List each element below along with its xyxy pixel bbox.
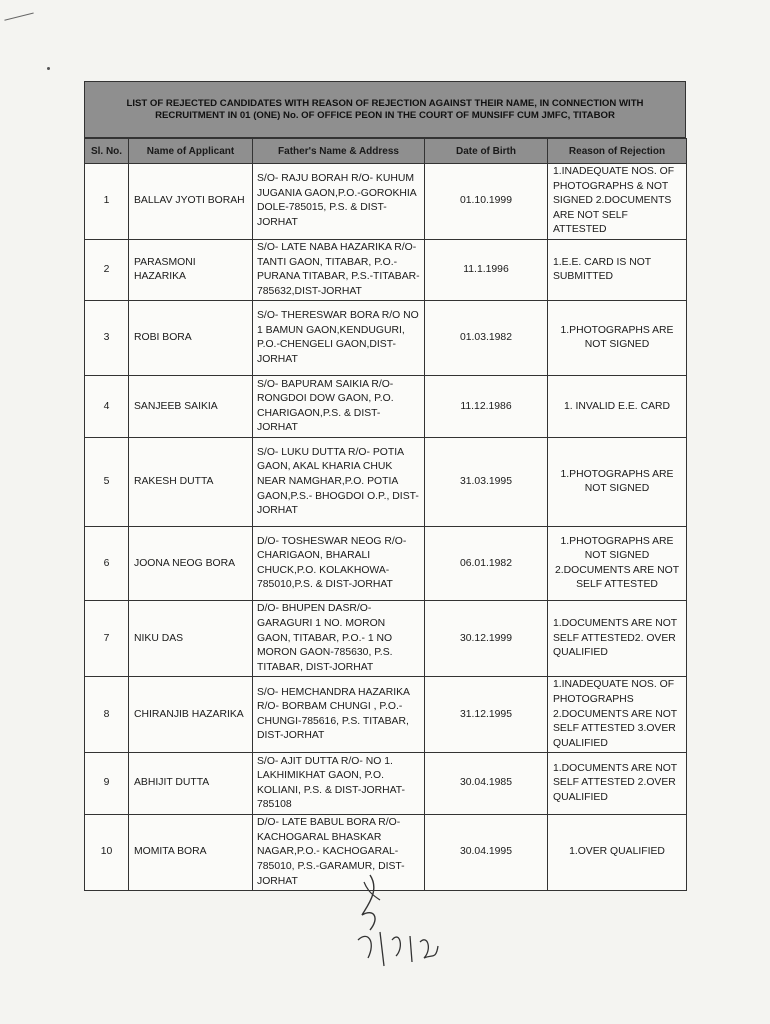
father-name-address: S/O- RAJU BORAH R/O- KUHUM JUGANIA GAON,P.O.-GOROKHIA DOLE-785015, P.S. & DIST-JORHAT <box>253 164 425 240</box>
date-of-birth: 01.03.1982 <box>425 301 548 376</box>
father-name-address: S/O- THERESWAR BORA R/O NO 1 BAMUN GAON,KENDUGURI, P.O.-CHENGELI GAON,DIST-JORHAT <box>253 301 425 376</box>
rejection-reason: 1.INADEQUATE NOS. OF PHOTOGRAPHS & NOT SIGNED 2.DOCUMENTS ARE NOT SELF ATTESTED <box>548 164 687 240</box>
table-row <box>85 376 687 438</box>
applicant-name: BALLAV JYOTI BORAH <box>129 164 253 240</box>
date-of-birth: 31.12.1995 <box>425 677 548 753</box>
serial-number: 5 <box>85 438 129 527</box>
father-name-address: S/O- BAPURAM SAIKIA R/O- RONGDOI DOW GAON, P.O. CHARIGAON,P.S. & DIST-JORHAT <box>253 376 425 438</box>
father-name-address: D/O- TOSHESWAR NEOG R/O- CHARIGAON, BHARALI CHUCK,P.O. KOLAKHOWA-785010,P.S. & DIST-JORHAT <box>253 527 425 601</box>
serial-number: 3 <box>85 301 129 376</box>
serial-number: 9 <box>85 753 129 815</box>
column-header: Father's Name & Address <box>253 139 425 164</box>
date-of-birth: 30.04.1995 <box>425 815 548 891</box>
table-row <box>85 301 687 376</box>
applicant-name: ABHIJIT DUTTA <box>129 753 253 815</box>
table-row <box>85 677 687 753</box>
rejection-table-container <box>84 81 686 891</box>
table-row <box>85 239 687 300</box>
scan-speck <box>4 13 35 29</box>
father-name-address: D/O- BHUPEN DASR/O-GARAGURI 1 NO. MORON GAON, TITABAR, P.O.- 1 NO MORON GAON-785630, P.S. TITABAR, DIST-JORHAT <box>253 601 425 677</box>
serial-number: 6 <box>85 527 129 601</box>
applicant-name: ROBI BORA <box>129 301 253 376</box>
serial-number: 4 <box>85 376 129 438</box>
table-row <box>85 438 687 527</box>
rejection-reason: 1. INVALID E.E. CARD <box>548 376 687 438</box>
document-title: LIST OF REJECTED CANDIDATES WITH REASON OF REJECTION AGAINST THEIR NAME, IN CONNECTION WITH RECRUITMENT IN 01 (ONE) No. OF OFFICE PEON IN THE COURT OF MUNSIFF CUM JMFC, TITABOR <box>84 81 686 138</box>
column-header: Name of Applicant <box>129 139 253 164</box>
table-header-row <box>85 139 687 164</box>
column-header: Reason of Rejection <box>548 139 687 164</box>
serial-number: 10 <box>85 815 129 891</box>
date-of-birth: 30.12.1999 <box>425 601 548 677</box>
table-row <box>85 164 687 240</box>
rejection-table <box>84 138 687 891</box>
table-row <box>85 527 687 601</box>
table-row <box>85 753 687 815</box>
column-header: Date of Birth <box>425 139 548 164</box>
father-name-address: S/O- AJIT DUTTA R/O- NO 1. LAKHIMIKHAT GAON, P.O. KOLIANI, P.S. & DIST-JORHAT-785108 <box>253 753 425 815</box>
rejection-reason: 1.OVER QUALIFIED <box>548 815 687 891</box>
table-row <box>85 601 687 677</box>
rejection-reason: 1.DOCUMENTS ARE NOT SELF ATTESTED2. OVER QUALIFIED <box>548 601 687 677</box>
rejection-reason: 1.E.E. CARD IS NOT SUBMITTED <box>548 239 687 300</box>
date-of-birth: 30.04.1985 <box>425 753 548 815</box>
serial-number: 1 <box>85 164 129 240</box>
applicant-name: JOONA NEOG BORA <box>129 527 253 601</box>
applicant-name: MOMITA BORA <box>129 815 253 891</box>
date-of-birth: 06.01.1982 <box>425 527 548 601</box>
applicant-name: RAKESH DUTTA <box>129 438 253 527</box>
father-name-address: S/O- LUKU DUTTA R/O- POTIA GAON, AKAL KHARIA CHUK NEAR NAMGHAR,P.O. POTIA GAON,P.S.- BHOGDOI O.P., DIST-JORHAT <box>253 438 425 527</box>
date-of-birth: 01.10.1999 <box>425 164 548 240</box>
serial-number: 7 <box>85 601 129 677</box>
signature <box>340 870 460 985</box>
date-of-birth: 11.1.1996 <box>425 239 548 300</box>
scan-speck <box>47 67 50 70</box>
column-header: Sl. No. <box>85 139 129 164</box>
father-name-address: S/O- HEMCHANDRA HAZARIKA R/O- BORBAM CHUNGI , P.O.-CHUNGI-785616, P.S. TITABAR, DIST-JORHAT <box>253 677 425 753</box>
rejection-reason: 1.INADEQUATE NOS. OF PHOTOGRAPHS 2.DOCUMENTS ARE NOT SELF ATTESTED 3.OVER QUALIFIED <box>548 677 687 753</box>
rejection-reason: 1.DOCUMENTS ARE NOT SELF ATTESTED 2.OVER QUALIFIED <box>548 753 687 815</box>
father-name-address: S/O- LATE NABA HAZARIKA R/O-TANTI GAON, TITABAR, P.O.-PURANA TITABAR, P.S.-TITABAR-785632,DIST-JORHAT <box>253 239 425 300</box>
date-of-birth: 11.12.1986 <box>425 376 548 438</box>
applicant-name: SANJEEB SAIKIA <box>129 376 253 438</box>
serial-number: 2 <box>85 239 129 300</box>
applicant-name: NIKU DAS <box>129 601 253 677</box>
rejection-reason: 1.PHOTOGRAPHS ARE NOT SIGNED 2.DOCUMENTS ARE NOT SELF ATTESTED <box>548 527 687 601</box>
serial-number: 8 <box>85 677 129 753</box>
applicant-name: CHIRANJIB HAZARIKA <box>129 677 253 753</box>
rejection-reason: 1.PHOTOGRAPHS ARE NOT SIGNED <box>548 301 687 376</box>
father-name-address: D/O- LATE BABUL BORA R/O-KACHOGARAL BHASKAR NAGAR,P.O.- KACHOGARAL-785010, P.S.-GARAMUR, DIST-JORHAT <box>253 815 425 891</box>
applicant-name: PARASMONI HAZARIKA <box>129 239 253 300</box>
date-of-birth: 31.03.1995 <box>425 438 548 527</box>
rejection-reason: 1.PHOTOGRAPHS ARE NOT SIGNED <box>548 438 687 527</box>
